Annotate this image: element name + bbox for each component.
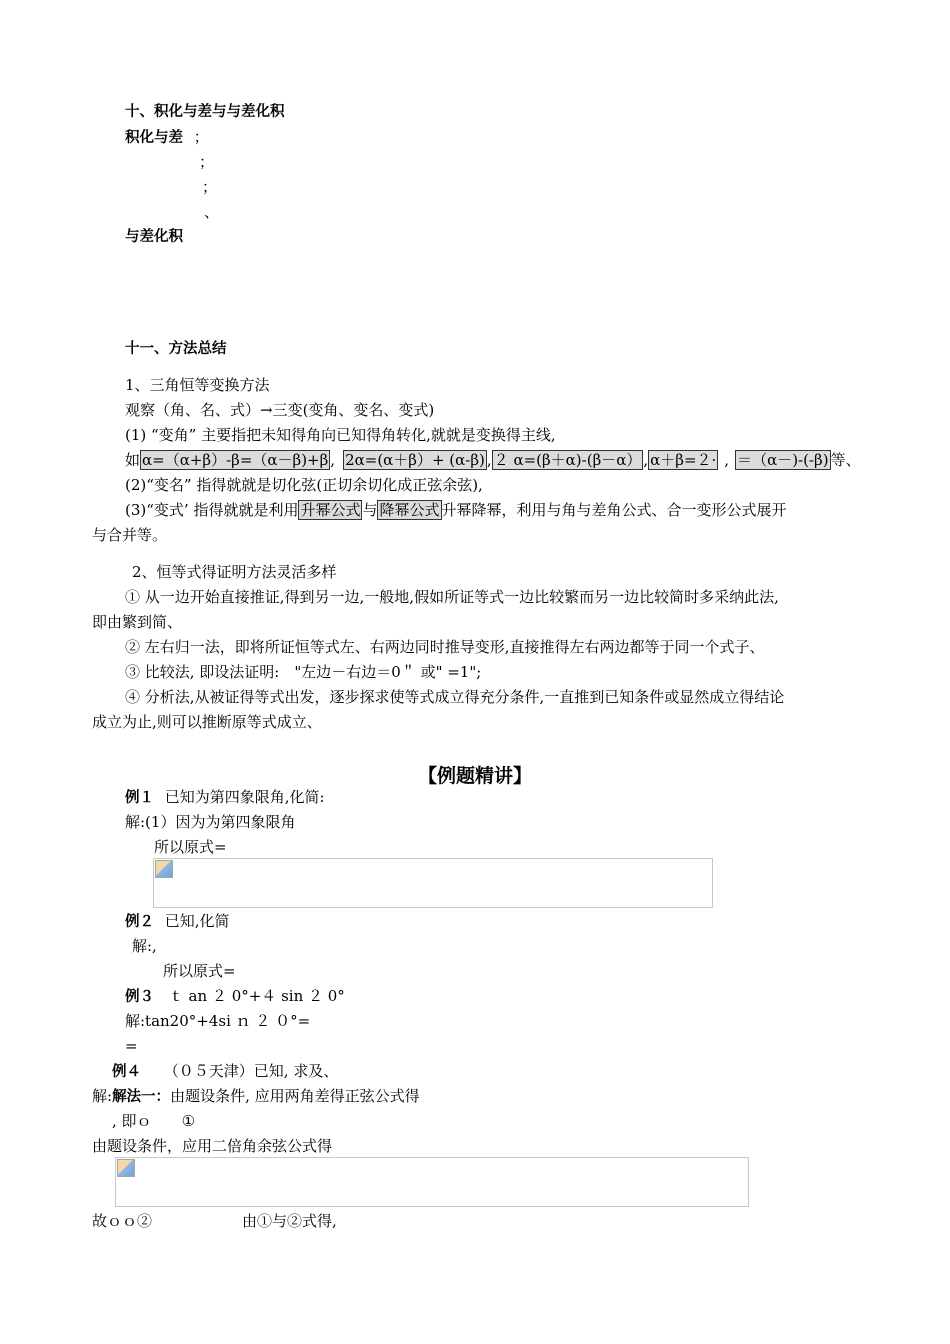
ex4-formula-image — [115, 1157, 749, 1207]
ex2-so: 所以原式= — [163, 962, 236, 980]
examples-title: 【例题精讲】 — [417, 765, 532, 787]
eg-sep-4: , — [724, 451, 730, 469]
eg-sep-1: , — [330, 451, 336, 469]
semicolon-2: ； — [199, 153, 215, 171]
ex2-label: 例２ — [125, 914, 154, 930]
ex1-solution: 解:(1）因为为第四象限角 — [125, 813, 296, 831]
eg-prefix: 如 — [125, 451, 141, 469]
lower-power-box: 降幂公式 — [379, 501, 440, 519]
observe-line: 观察（角、名、式）→三变(变角、变名、变式) — [125, 401, 435, 419]
ex1-text: 已知为第四象限角,化简: — [164, 788, 325, 806]
eg-box-5: ＝（α－)-(-β) — [737, 451, 829, 469]
ex4-method: 解法一： — [112, 1089, 171, 1105]
ex3-solution: 解:tan20°+4si ｎ ２ ０°= — [125, 1012, 311, 1030]
change-name-desc: (2)“变名” 指得就就是切化弦(正切余切化成正弦余弦), — [125, 476, 483, 494]
pause-mark: 、 — [204, 203, 220, 221]
ex3-row — [125, 986, 345, 1007]
product-to-sum-row — [125, 127, 209, 148]
ex4-ie: , 即 — [112, 1112, 137, 1130]
ex4-sol-text: 由题设条件, 应用两角差得正弦公式得 — [170, 1087, 420, 1105]
sum-to-product-label: 与差化积 — [125, 229, 183, 245]
ex4-from12: 由①与②式得, — [242, 1212, 337, 1230]
method1-line1: ① 从一边开始直接推证,得到另一边,一般地,假如所证等式一边比较繁而另一边比较简时多采纳此法, — [125, 588, 779, 606]
ex1-row — [125, 787, 325, 808]
change-angle-desc: (1) “变角” 主要指把未知得角向已知得角转化,就就是变换得主线, — [125, 426, 556, 444]
ex2-row — [125, 911, 230, 932]
ex1-so: 所以原式= — [154, 838, 227, 856]
ex3-text: ｔ an ２ 0°+４ sin ２ 0° — [168, 987, 345, 1005]
eg-box-2: 2α=(α＋β）+ (α-β) — [345, 451, 485, 469]
eg-suffix: 等、 — [830, 451, 861, 469]
ex2-solution: 解:, — [132, 937, 157, 955]
broken-image-icon — [117, 1159, 135, 1177]
ex2-text: 已知,化简 — [164, 912, 230, 930]
change-form-pre: (3)“变式’ 指得就就是利用 — [125, 501, 299, 519]
ex4-by2: 由题设条件，应用二倍角余弦公式得 — [92, 1137, 333, 1155]
ex4-text: （０５天津）已知, 求及、 — [163, 1062, 339, 1080]
ex4-ie-row — [112, 1111, 195, 1131]
product-to-sum-label: 积化与差 — [125, 130, 183, 146]
ex4-sol-pre: 解: — [92, 1087, 113, 1105]
ex1-label: 例１ — [125, 790, 154, 806]
ex4-circle-1: ① — [181, 1112, 196, 1130]
section11-heading: 十一、方法总结 — [125, 341, 227, 357]
ex4-so2-pre: 故 — [92, 1212, 108, 1230]
method2: ② 左右归一法，即将所证恒等式左、右两边同时推导变形,直接推得左右两边都等于同一个式子、 — [125, 638, 765, 656]
ex4-so2-row — [92, 1211, 152, 1231]
change-angle-examples — [125, 450, 861, 470]
ex4-circle-2: ② — [137, 1212, 153, 1230]
semicolon-3: ； — [202, 178, 218, 196]
eg-sep-3: , — [643, 451, 649, 469]
method1-line2: 即由繁到简、 — [92, 613, 183, 631]
change-form-desc — [125, 500, 787, 520]
item1-title: 1、三角恒等变换方法 — [125, 376, 270, 394]
eg-sep-2: , — [486, 451, 492, 469]
ex3-equals: = — [125, 1037, 138, 1055]
ex4-label: 例４ — [112, 1064, 141, 1080]
method4-line2: 成立为止,则可以推断原等式成立、 — [92, 713, 322, 731]
section10-heading: 十、积化与差与与差化积 — [125, 104, 285, 120]
eg-box-1: α=（α+β）-β=（α－β)+β — [142, 451, 329, 469]
ex1-formula-image — [153, 858, 713, 908]
change-form-post: 升幂降幂，利用与角与差角公式、合一变形公式展开 — [441, 501, 787, 519]
ex4-solution — [92, 1086, 420, 1107]
ex4-ie-glyph: ｏ — [136, 1112, 152, 1130]
raise-power-box: 升幂公式 — [300, 501, 361, 519]
item2-title: 2、恒等式得证明方法灵活多样 — [132, 563, 337, 581]
ex4-so2-glyphs: ｏｏ — [107, 1212, 138, 1230]
broken-image-icon — [155, 860, 173, 878]
ex3-label: 例３ — [125, 989, 154, 1005]
ex4-row — [112, 1061, 338, 1082]
method3: ③ 比较法, 即设法证明: "左边－右边＝0＂ 或" =1"; — [125, 663, 482, 681]
method4-line1: ④ 分析法,从被证得等式出发，逐步探求使等式成立得充分条件,一直推到已知条件或显然成立得结论 — [125, 688, 785, 706]
change-form-line2: 与合并等。 — [92, 526, 168, 544]
eg-box-3: ２ α=(β＋α)-(β－α） — [493, 451, 642, 469]
semicolon-1: ； — [193, 128, 209, 146]
and-word: 与 — [362, 501, 378, 519]
eg-box-4: α＋β=２· — [650, 451, 717, 469]
